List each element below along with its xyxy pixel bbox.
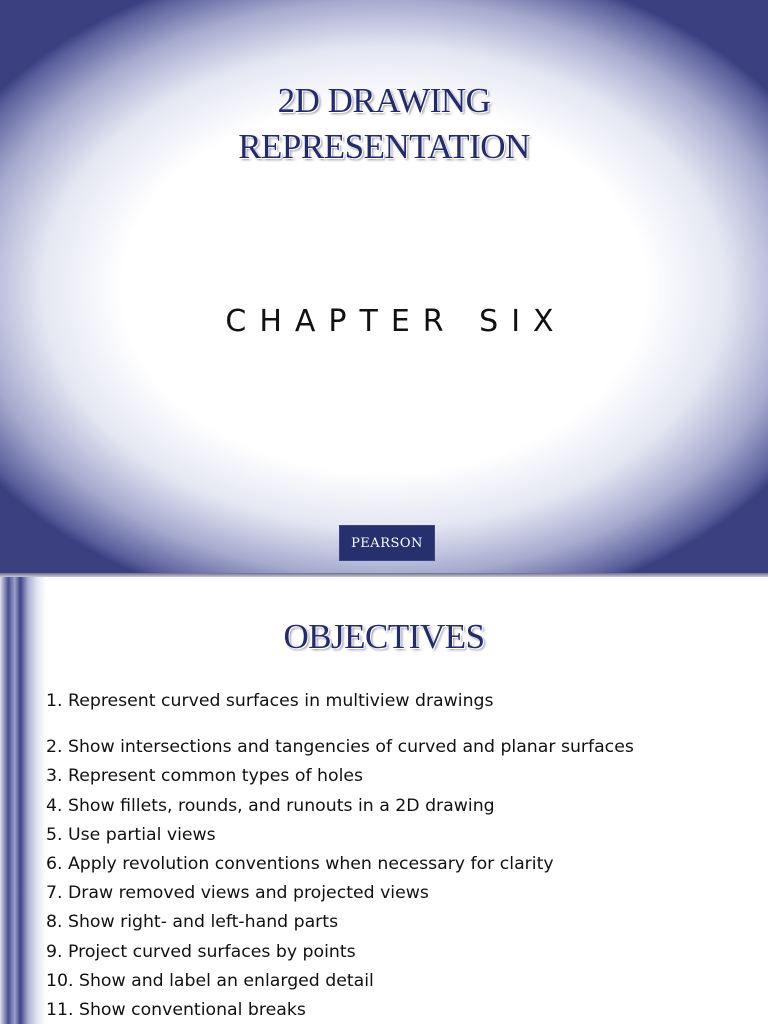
objectives-list: [46, 687, 634, 1024]
logo-text: PEARSON: [351, 535, 423, 551]
slide-title-line-2: REPRESENTATION: [238, 127, 530, 166]
objective-item: 5. Use partial views: [46, 824, 216, 845]
objective-item: 10. Show and label an enlarged detail: [46, 970, 374, 991]
objective-item: 4. Show fillets, rounds, and runouts in a 2D drawing: [46, 795, 495, 816]
objective-item: 6. Apply revolution conventions when necessary for clarity: [46, 853, 554, 874]
objectives-title: OBJECTIVES: [283, 617, 485, 656]
slide-title-line-1: 2D DRAWING: [277, 81, 491, 120]
slide-title: [0, 78, 768, 170]
objective-item: 2. Show intersections and tangencies of curved and planar surfaces: [46, 737, 634, 758]
pearson-logo: [339, 525, 435, 561]
objectives-slide: [0, 577, 768, 1024]
objective-item: 11. Show conventional breaks: [46, 999, 306, 1020]
objective-item: 8. Show right- and left-hand parts: [46, 912, 339, 933]
objective-item: 1. Represent curved surfaces in multiview drawings: [46, 691, 494, 711]
objective-item: 9. Project curved surfaces by points: [46, 941, 356, 962]
objective-item: 7. Draw removed views and projected views: [46, 883, 429, 904]
objective-item: 3. Represent common types of holes: [46, 766, 364, 787]
chapter-subtitle: CHAPTER SIX: [225, 304, 567, 339]
